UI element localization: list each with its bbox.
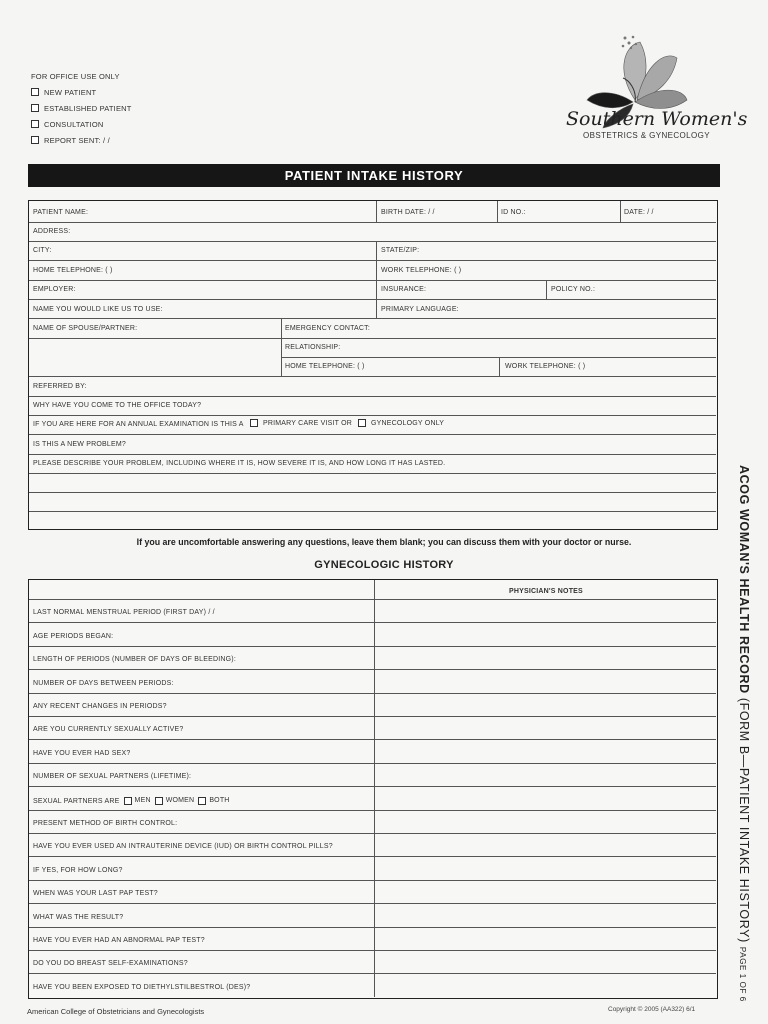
ec-work-telephone-field[interactable]: WORK TELEPHONE: ( ) bbox=[505, 363, 586, 370]
footer-organization: American College of Obstetricians and Gynecologists bbox=[27, 1007, 205, 1016]
work-telephone-field[interactable]: WORK TELEPHONE: ( ) bbox=[381, 267, 462, 274]
checkbox[interactable] bbox=[31, 104, 39, 112]
gyn-history-row[interactable]: WHAT WAS THE RESULT? bbox=[33, 913, 124, 921]
state-zip-field[interactable]: STATE/ZIP: bbox=[381, 247, 420, 254]
address-field[interactable]: ADDRESS: bbox=[33, 228, 71, 235]
gynecologic-history-table bbox=[28, 579, 718, 999]
gyn-history-row[interactable]: IF YES, FOR HOW LONG? bbox=[33, 866, 123, 874]
option-label: MEN bbox=[134, 797, 151, 805]
describe-problem-field[interactable]: PLEASE DESCRIBE YOUR PROBLEM, INCLUDING WHERE IT IS, HOW SEVERE IT IS, AND HOW LONG IT HAS LASTED. bbox=[33, 460, 446, 467]
office-option-new-patient[interactable] bbox=[31, 84, 132, 100]
office-option-consultation[interactable] bbox=[31, 116, 132, 132]
home-telephone-field[interactable]: HOME TELEPHONE: ( ) bbox=[33, 267, 113, 274]
gyn-history-row[interactable]: HAVE YOU EVER USED AN INTRAUTERINE DEVICE (IUD) OR BIRTH CONTROL PILLS? bbox=[33, 843, 333, 851]
option-label: GYNECOLOGY ONLY bbox=[371, 419, 445, 427]
office-option-established-patient[interactable] bbox=[31, 100, 132, 116]
spouse-partner-field[interactable]: NAME OF SPOUSE/PARTNER: bbox=[33, 325, 138, 332]
office-option-label: REPORT SENT: / / bbox=[44, 135, 110, 145]
intake-section-title: PATIENT INTAKE HISTORY bbox=[28, 164, 720, 187]
gyn-history-row[interactable]: WHEN WAS YOUR LAST PAP TEST? bbox=[33, 890, 158, 898]
office-option-label: NEW PATIENT bbox=[44, 87, 97, 97]
gyn-history-row[interactable]: LENGTH OF PERIODS (NUMBER OF DAYS OF BLEEDING): bbox=[33, 656, 236, 664]
gyn-history-row[interactable]: PRESENT METHOD OF BIRTH CONTROL: bbox=[33, 820, 178, 827]
checkbox[interactable] bbox=[358, 419, 366, 427]
office-use-title: FOR OFFICE USE ONLY bbox=[31, 72, 120, 81]
policy-no-field[interactable]: POLICY NO.: bbox=[551, 286, 596, 293]
gyn-history-row[interactable]: NUMBER OF DAYS BETWEEN PERIODS: bbox=[33, 679, 174, 687]
referred-by-field[interactable]: REFERRED BY: bbox=[33, 383, 87, 390]
sexual-partners-question[interactable] bbox=[33, 797, 230, 805]
preferred-name-field[interactable]: NAME YOU WOULD LIKE US TO USE: bbox=[33, 306, 163, 313]
gyn-history-row[interactable]: AGE PERIODS BEGAN: bbox=[33, 632, 114, 640]
checkbox[interactable] bbox=[198, 797, 206, 805]
partners-option-opt1[interactable] bbox=[124, 797, 151, 804]
office-option-label: ESTABLISHED PATIENT bbox=[44, 103, 132, 113]
checkbox[interactable] bbox=[124, 797, 132, 805]
office-use-block bbox=[31, 70, 132, 148]
city-field[interactable]: CITY: bbox=[33, 247, 52, 254]
employer-field[interactable]: EMPLOYER: bbox=[33, 286, 76, 293]
partners-option-opt3[interactable] bbox=[198, 797, 229, 804]
gyn-history-row[interactable]: ARE YOU CURRENTLY SEXUALLY ACTIVE? bbox=[33, 726, 184, 734]
physicians-notes-header: PHYSICIAN'S NOTES bbox=[509, 588, 583, 595]
option-label: PRIMARY CARE VISIT OR bbox=[263, 419, 352, 427]
new-problem-field[interactable]: IS THIS A NEW PROBLEM? bbox=[33, 441, 126, 448]
checkbox[interactable] bbox=[31, 88, 39, 96]
date-field[interactable]: DATE: / / bbox=[624, 209, 654, 216]
option-label: BOTH bbox=[209, 797, 230, 805]
partners-option-opt2[interactable] bbox=[155, 797, 195, 804]
partners-prefix: SEXUAL PARTNERS ARE bbox=[33, 797, 120, 805]
side-page-number: PAGE 1 OF 6 bbox=[738, 946, 747, 1002]
primary-language-field[interactable]: PRIMARY LANGUAGE: bbox=[381, 306, 459, 313]
gyn-history-row[interactable]: LAST NORMAL MENSTRUAL PERIOD (FIRST DAY) / / bbox=[33, 609, 215, 617]
form-side-title bbox=[731, 465, 751, 1005]
relationship-field[interactable]: RELATIONSHIP: bbox=[285, 344, 341, 351]
logo-name: Southern Women's bbox=[566, 108, 748, 130]
insurance-field[interactable]: INSURANCE: bbox=[381, 286, 427, 293]
privacy-notice: If you are uncomfortable answering any questions, leave them blank; you can discuss them with your doctor or nurse. bbox=[136, 537, 632, 547]
gyn-history-row[interactable]: HAVE YOU EVER HAD AN ABNORMAL PAP TEST? bbox=[33, 937, 205, 944]
patient-intake-table bbox=[28, 200, 718, 530]
checkbox[interactable] bbox=[250, 419, 258, 427]
office-option-report-sent[interactable] bbox=[31, 132, 132, 148]
gyn-history-row[interactable]: NUMBER OF SEXUAL PARTNERS (LIFETIME): bbox=[33, 773, 192, 781]
logo-subtitle: OBSTETRICS & GYNECOLOGY bbox=[583, 131, 711, 140]
checkbox[interactable] bbox=[31, 120, 39, 128]
checkbox[interactable] bbox=[155, 797, 163, 805]
annual-exam-question: IF YOU ARE HERE FOR AN ANNUAL EXAMINATION IS THIS A bbox=[33, 421, 244, 428]
footer-copyright: Copyright © 2005 (AA322) 6/1 bbox=[608, 1006, 696, 1013]
patient-name-field[interactable]: PATIENT NAME: bbox=[33, 209, 89, 216]
side-title-bold: ACOG WOMAN'S HEALTH RECORD bbox=[737, 465, 751, 694]
emergency-contact-field[interactable]: EMERGENCY CONTACT: bbox=[285, 325, 371, 332]
gynecologic-history-title: GYNECOLOGIC HISTORY bbox=[314, 559, 454, 571]
gyn-history-row[interactable]: DO YOU DO BREAST SELF-EXAMINATIONS? bbox=[33, 960, 188, 968]
ec-home-telephone-field[interactable]: HOME TELEPHONE: ( ) bbox=[285, 363, 365, 370]
option-label: WOMEN bbox=[165, 797, 195, 805]
gyn-history-row[interactable]: HAVE YOU BEEN EXPOSED TO DIETHYLSTILBESTROL (DES)? bbox=[33, 983, 251, 991]
annual-option-primary-care[interactable] bbox=[250, 419, 352, 427]
reason-for-visit-field[interactable]: WHY HAVE YOU COME TO THE OFFICE TODAY? bbox=[33, 402, 202, 409]
birth-date-field[interactable]: BIRTH DATE: / / bbox=[381, 209, 435, 216]
annual-option-gynecology[interactable] bbox=[358, 419, 444, 427]
office-option-label: CONSULTATION bbox=[44, 119, 104, 129]
side-title-rest: (FORM B—PATIENT INTAKE HISTORY) bbox=[737, 693, 751, 943]
gyn-history-row[interactable]: HAVE YOU EVER HAD SEX? bbox=[33, 749, 131, 757]
id-no-field[interactable]: ID NO.: bbox=[501, 209, 526, 216]
checkbox[interactable] bbox=[31, 136, 39, 144]
gyn-history-row[interactable]: ANY RECENT CHANGES IN PERIODS? bbox=[33, 703, 167, 710]
